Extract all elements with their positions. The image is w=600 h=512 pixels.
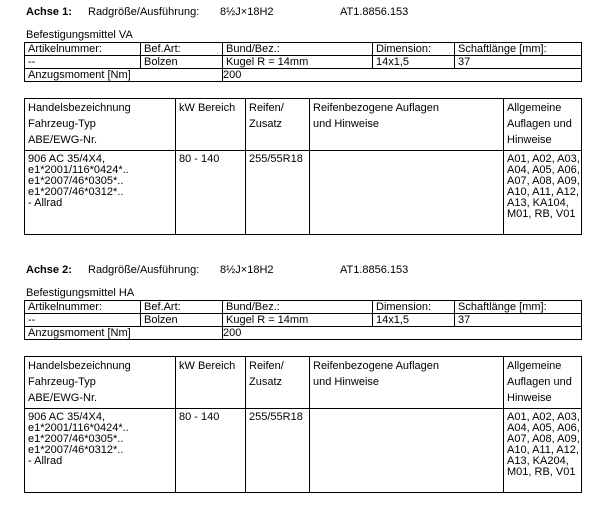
header-vehicle: Handelsbezeichnung Fahrzeug-Typ ABE/EWG-Nr. — [25, 99, 176, 151]
axle-section — [0, 4, 600, 254]
vehicle-table — [24, 356, 582, 493]
header-kw: kW Bereich — [176, 99, 246, 151]
header-tire: Reifen/ Zusatz — [246, 357, 310, 409]
vehicle-type: 906 AC 35/4X4, e1*2001/116*0424*.. e1*2007/46*0305*.. e1*2007/46*0312*.. - Allrad — [25, 409, 176, 493]
fastening-value-cell: Bolzen — [141, 314, 223, 327]
torque-row — [25, 69, 582, 82]
fastening-value-cell: 14x1,5 — [373, 56, 455, 69]
header-notes: Reifenbezogene Auflagen und Hinweise — [310, 99, 504, 151]
fastening-value-row — [25, 314, 582, 327]
fastening-title: Befestigungsmittel VA — [26, 29, 133, 41]
fastening-header-cell: Bund/Bez.: — [223, 301, 373, 314]
header-general: Allgemeine Auflagen und Hinweise — [504, 99, 582, 151]
fastening-header-cell: Bund/Bez.: — [223, 43, 373, 56]
fastening-header-cell: Schaftlänge [mm]: — [455, 301, 582, 314]
torque-value: 200 — [223, 69, 582, 82]
fastening-header-cell: Bef.Art: — [141, 301, 223, 314]
header-general: Allgemeine Auflagen und Hinweise — [504, 357, 582, 409]
kw-range: 80 - 140 — [176, 409, 246, 493]
vehicle-type: 906 AC 35/4X4, e1*2001/116*0424*.. e1*2007/46*0305*.. e1*2007/46*0312*.. - Allrad — [25, 151, 176, 235]
torque-row — [25, 327, 582, 340]
header-kw: kW Bereich — [176, 357, 246, 409]
part-number: AT1.8856.153 — [340, 6, 409, 18]
tire-size: 255/55R18 — [246, 409, 310, 493]
vehicle-header-row — [25, 357, 582, 409]
vehicle-header-row — [25, 99, 582, 151]
fastening-title: Befestigungsmittel HA — [26, 287, 135, 299]
fastening-header-cell: Dimension: — [373, 43, 455, 56]
vehicle-table — [24, 98, 582, 235]
header-vehicle: Handelsbezeichnung Fahrzeug-Typ ABE/EWG-Nr. — [25, 357, 176, 409]
axle-title: Achse 2: — [26, 264, 72, 276]
header-tire: Reifen/ Zusatz — [246, 99, 310, 151]
rim-size-value: 8½J×18H2 — [220, 264, 274, 276]
fastening-header-cell: Artikelnummer: — [25, 301, 141, 314]
general-notes: A01, A02, A03, A04, A05, A06, A07, A08, A09, A10, A11, A12, A13, KA204, M01, RB, V01 — [504, 409, 582, 493]
fastening-value-cell: Kugel R = 14mm — [223, 314, 373, 327]
fastening-value-row — [25, 56, 582, 69]
fastening-table — [24, 42, 582, 82]
torque-label: Anzugsmoment [Nm] — [25, 69, 223, 82]
part-number: AT1.8856.153 — [340, 264, 409, 276]
rim-size-label: Radgröße/Ausführung: — [88, 264, 200, 276]
fastening-value-cell: -- — [25, 314, 141, 327]
fastening-value-cell: 14x1,5 — [373, 314, 455, 327]
fastening-value-cell: 37 — [455, 314, 582, 327]
axle-section — [0, 262, 600, 512]
vehicle-row — [25, 409, 582, 493]
fastening-header-cell: Artikelnummer: — [25, 43, 141, 56]
fastening-header-cell: Bef.Art: — [141, 43, 223, 56]
fastening-value-cell: 37 — [455, 56, 582, 69]
fastening-value-cell: Kugel R = 14mm — [223, 56, 373, 69]
fastening-table — [24, 300, 582, 340]
torque-value: 200 — [223, 327, 582, 340]
rim-size-value: 8½J×18H2 — [220, 6, 274, 18]
torque-label: Anzugsmoment [Nm] — [25, 327, 223, 340]
fastening-value-cell: Bolzen — [141, 56, 223, 69]
fastening-header-row — [25, 43, 582, 56]
fastening-value-cell: -- — [25, 56, 141, 69]
fastening-header-cell: Schaftlänge [mm]: — [455, 43, 582, 56]
tire-size: 255/55R18 — [246, 151, 310, 235]
axle-title: Achse 1: — [26, 6, 72, 18]
kw-range: 80 - 140 — [176, 151, 246, 235]
tire-notes — [310, 409, 504, 493]
general-notes: A01, A02, A03, A04, A05, A06, A07, A08, A09, A10, A11, A12, A13, KA104, M01, RB, V01 — [504, 151, 582, 235]
fastening-header-row — [25, 301, 582, 314]
rim-size-label: Radgröße/Ausführung: — [88, 6, 200, 18]
fastening-header-cell: Dimension: — [373, 301, 455, 314]
header-notes: Reifenbezogene Auflagen und Hinweise — [310, 357, 504, 409]
vehicle-row — [25, 151, 582, 235]
tire-notes — [310, 151, 504, 235]
